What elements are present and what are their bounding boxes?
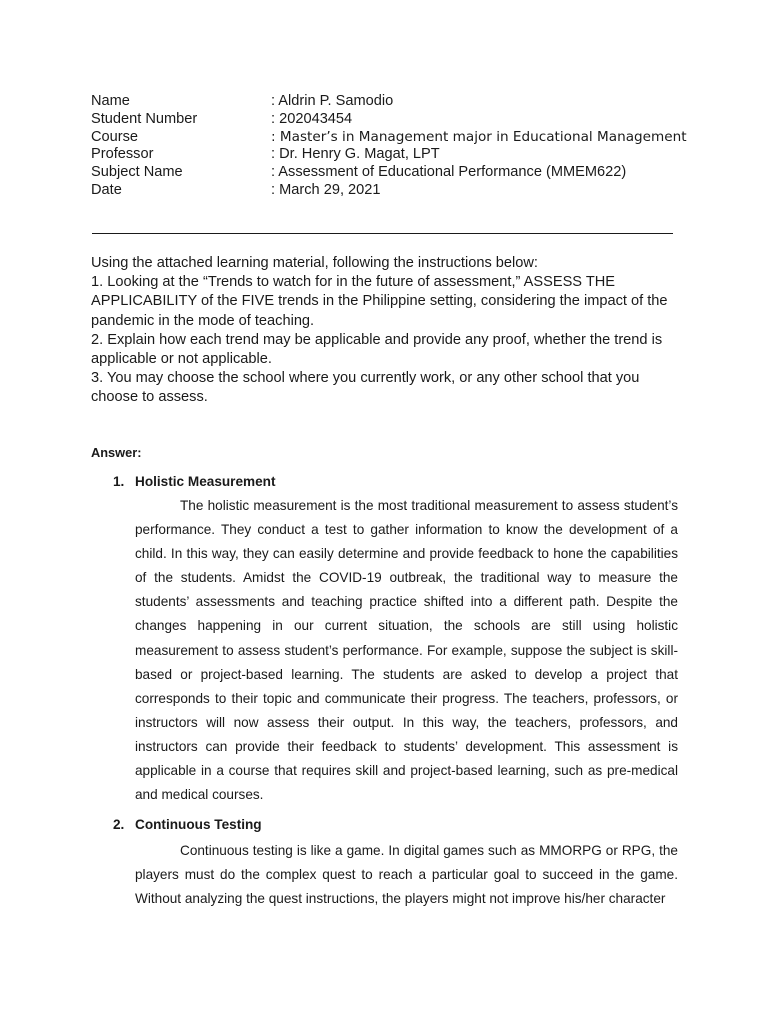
- info-label: Student Number: [91, 110, 198, 127]
- student-info-block: [91, 93, 691, 200]
- section-title-holistic-measurement: [113, 474, 276, 489]
- section-body-text: Continuous testing is like a game. In digital games such as MMORPG or RPG, the players must do the complex quest to reach a particular goal to succeed in the game. Without analyzing the quest instructions, the players might not improve his/her character: [135, 843, 678, 907]
- info-label: Course: [91, 128, 139, 145]
- info-label: Subject Name: [91, 164, 183, 181]
- info-label: Professor: [91, 146, 154, 163]
- instruction-item: 3. You may choose the school where you currently work, or any other school that you choose to assess.: [91, 370, 640, 406]
- instructions-intro: Using the attached learning material, following the instructions below:: [91, 255, 538, 271]
- info-value: : Aldrin P. Samodio: [271, 93, 394, 109]
- info-value: : Dr. Henry G. Magat, LPT: [271, 146, 440, 163]
- info-row-student-number: [91, 111, 691, 129]
- info-row-professor: [91, 146, 691, 164]
- section-title-text: Continuous Testing: [135, 817, 262, 832]
- info-label: Name: [91, 93, 130, 109]
- section-number: 1.: [113, 474, 125, 489]
- info-value: : March 29, 2021: [271, 181, 381, 198]
- instructions-block: [91, 254, 681, 408]
- section-title-text: Holistic Measurement: [135, 474, 276, 489]
- section-body-continuous-testing: [135, 839, 678, 911]
- info-label: Date: [91, 181, 122, 198]
- info-value: : Master’s in Management major in Educational Management: [271, 128, 687, 145]
- section-body-text: The holistic measurement is the most traditional measurement to assess student’s performance. They conduct a test to gather information to know the development of a child. In this way, they can easily determine and provide feedback to hone the capabilities of the students. Amidst the COVID-19 outbreak, the traditional way to measure the students’ assessments and teaching practice shifted into a different path. Despite the changes happening in our current situation, the schools are still using holistic measurement to assess student’s performance. For example, suppose the subject is skill-based or project-based learning. The students are asked to develop a project that corresponds to their topic and communicate their progress. The teachers, professors, or instructors will now assess their output. In this way, the teachers, professors, and instructors can provide their feedback to students’ development. This assessment is applicable in a course that requires skill and project-based learning, such as pre-medical and medical courses.: [135, 498, 678, 803]
- info-row-name: [91, 93, 691, 111]
- info-row-date: [91, 182, 691, 200]
- info-value: : Assessment of Educational Performance (MMEM622): [271, 164, 627, 181]
- section-number: 2.: [113, 817, 125, 832]
- answer-heading: Answer:: [91, 445, 142, 460]
- instruction-item: 2. Explain how each trend may be applicable and provide any proof, whether the trend is applicable or not applicable.: [91, 331, 663, 368]
- info-value: : 202043454: [271, 110, 353, 127]
- section-title-continuous-testing: [113, 817, 262, 832]
- section-body-holistic-measurement: [135, 494, 678, 807]
- info-row-subject-name: [91, 164, 691, 182]
- instruction-item: 1. Looking at the “Trends to watch for in the future of assessment,” ASSESS THE APPLICABILITY of the FIVE trends in the Philippine setting, considering the impact of the pandemic in the mode of teaching.: [91, 274, 668, 329]
- info-row-course: [91, 129, 691, 147]
- horizontal-divider: [92, 233, 673, 234]
